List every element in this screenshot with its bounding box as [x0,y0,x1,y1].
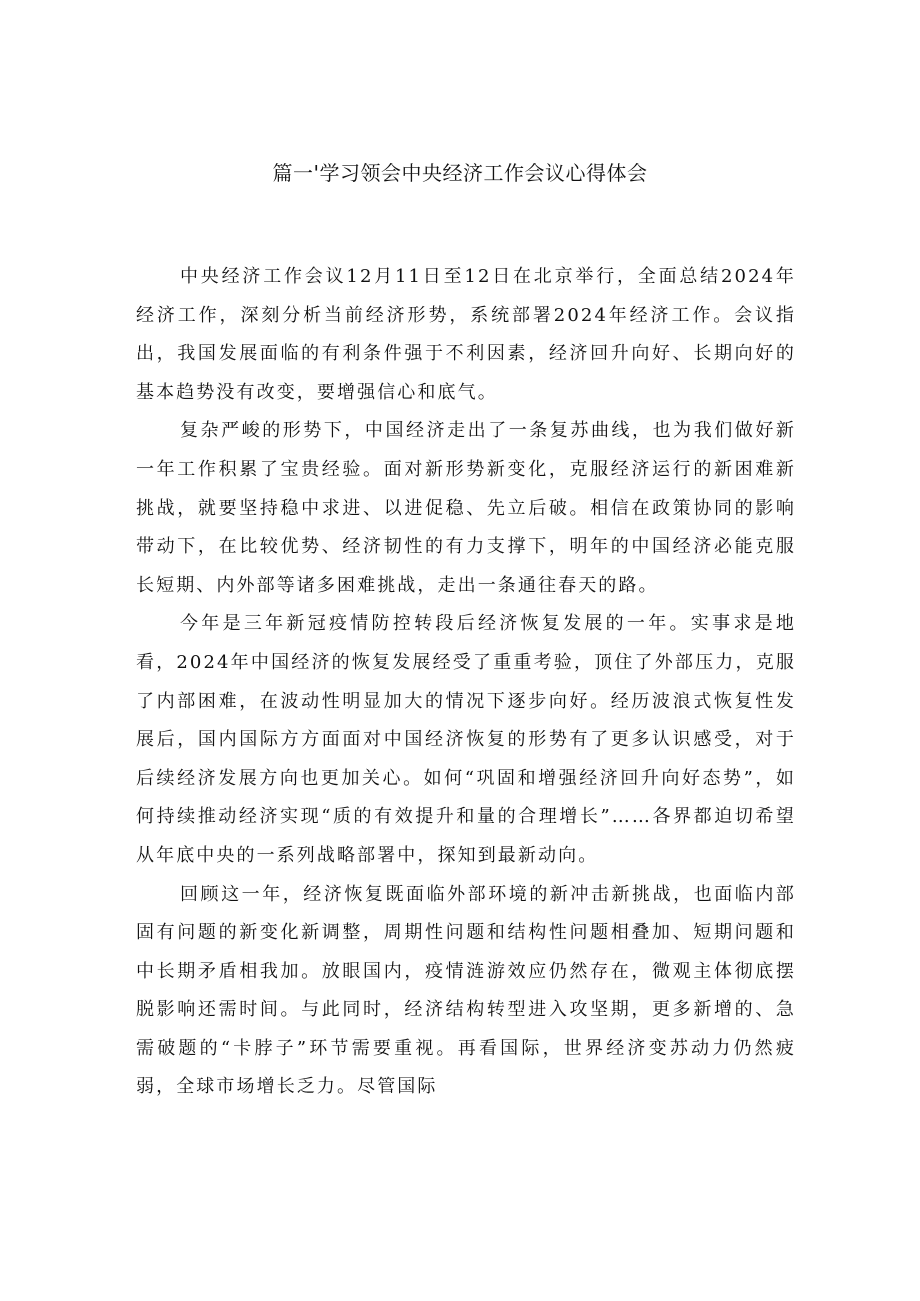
document-title: 篇一'学习领会中央经济工作会议心得体会 [272,161,648,185]
document-body [136,258,796,1107]
paragraph-1: 中央经济工作会议12月11日至12日在北京举行，全面总结2024年经济工作，深刻分析当前经济形势，系统部署2024年经济工作。会议指出，我国发展面临的有利条件强于不利因素，经济回升向好、长期向好的基本趋势没有改变，要增强信心和底气。 [136,266,796,403]
paragraph-3: 今年是三年新冠疫情防控转段后经济恢复发展的一年。实事求是地看，2024年中国经济的恢复发展经受了重重考验，顶住了外部压力，克服了内部困难，在波动性明显加大的情况下逐步向好。经历波浪式恢复性发展后，国内国际方方面面对中国经济恢复的形势有了更多认识感受，对于后续经济发展方向也更加关心。如何“巩固和增强经济回升向好态势”，如何持续推动经济实现“质的有效提升和量的合理增长”……各界都迫切希望从年底中央的一系列战略部署中，探知到最新动向。 [136,613,796,866]
paragraph-2: 复杂严峻的形势下，中国经济走出了一条复苏曲线，也为我们做好新一年工作积累了宝贵经验。面对新形势新变化，克服经济运行的新困难新挑战，就要坚持稳中求进、以进促稳、先立后破。相信在政策协同的影响带动下，在比较优势、经济韧性的有力支撑下，明年的中国经济必能克服长短期、内外部等诸多困难挑战，走出一条通往春天的路。 [136,420,796,596]
paragraph-4: 回顾这一年，经济恢复既面临外部环境的新冲击新挑战，也面临内部固有问题的新变化新调整，周期性问题和结构性问题相叠加、短期问题和中长期矛盾相我加。放眼国内，疫情涟游效应仍然存在，微观主体彻底摆脱影响还需时间。与此同时，经济结构转型进入攻坚期，更多新增的、急需破题的“卡脖子”环节需要重视。再看国际，世界经济变苏动力仍然疲弱，全球市场增长乏力。尽管国际 [136,883,796,1098]
